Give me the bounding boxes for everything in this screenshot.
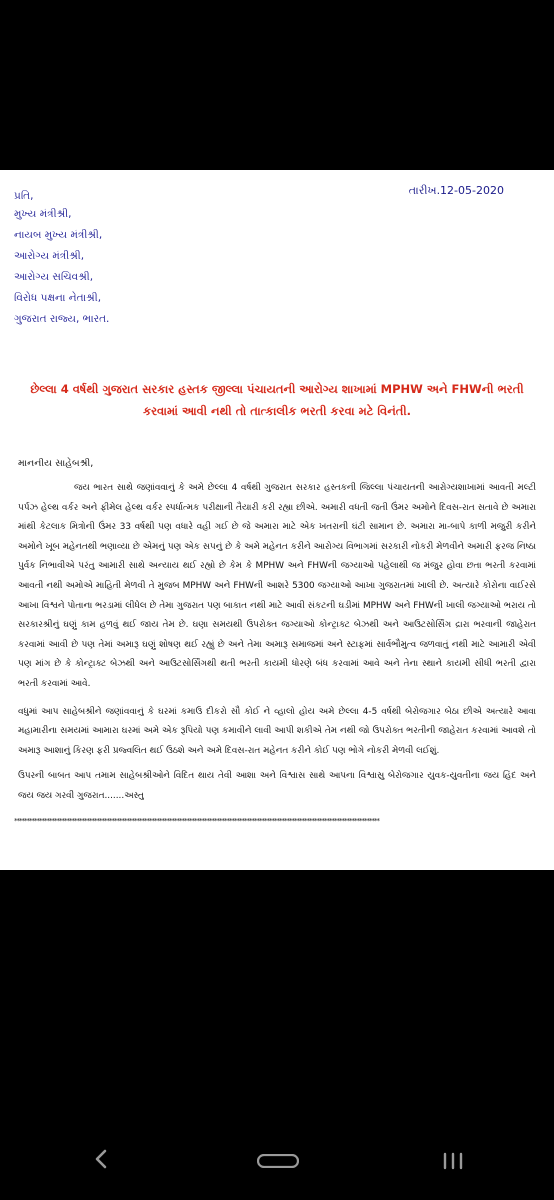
letter-document <box>0 170 554 870</box>
letter-date: તારીખ.12-05-2020 <box>408 184 504 197</box>
letter-header <box>14 184 540 204</box>
addressee-line: વિરોધ પક્ષના નેતાશ્રી, <box>14 292 102 304</box>
letter-subject: છેલ્લા 4 વર્ષથી ગુજરાત સરકાર હસ્તક જીલ્લા પંચાયતની આરોગ્ય શાખામાં MPHW અને FHWની ભરતી કરવામાં આવી નથી તો તાત્કાલીક ભરતી કરવા મટે વિનંતી. <box>30 382 524 418</box>
separator-line: ************************************************************************************************************************************************** <box>14 816 379 825</box>
addressee-line: નાયબ મુખ્ય મંત્રીશ્રી, <box>14 229 103 241</box>
android-nav-bar <box>0 1128 554 1200</box>
salutation: માનનીય સાહેબશ્રી, <box>18 458 94 469</box>
body-paragraph-3: ઉપરની બાબત આપ તમામ સાહેબશ્રીઓને વિદિત થાય તેવી આશા અને વિશ્વાસ સાથે આપના વિશ્વાસુ બેરોજગાર યુવક-યુવતીના જય હિંદ અને જય જય ગરવી ગુજરાત.......અસ્તુ <box>18 771 536 801</box>
addressee-list <box>14 204 540 330</box>
addressee-line: આરોગ્ય મંત્રીશ્રી, <box>14 250 85 262</box>
body-paragraph-2: વધુમાં આપ સાહેબશ્રીને જણાંવવાનું કે ઘરમાં કમાઉ દીકરો સૌ કોઈ ને વ્હાલો હોય અમે છેલ્લા 4-5 વર્ષથી બેરોજગાર બેઠા છીએ અત્યારે આવા મહામારીના સમયમાં આમારા ઘરમાં અમે એક રૂપિયો પણ કમાવીને લાવી આપી શકીએ તેમ નથી જો ઉપરોક્ત ભરતીની જાહેરાત કરવામાં આવશે તો અમારૂ આશાનું કિરણ ફરી પ્રજ્વલિત થઈ ઉઠશે અને અમે દિવસ-રાત મહેનત કરીને કોઈ પણ ભોગે નોકરી મેળવી લઈશું. <box>18 706 536 756</box>
to-label: પ્રતિ, <box>14 190 34 202</box>
body-paragraph-1: જય ભારત સાથે જણાંવવાનું કે અમે છેલ્લા 4 વર્ષથી ગુજરાત સરકાર હસ્તકની જિલ્લા પંચાયતની આરોગ્યશાખામાં આવતી મલ્ટી પર્પઝ હેલ્થ વર્કર અને ફીમેલ હેલ્થ વર્કર સ્પર્ધાત્મક પરીક્ષાની તૈયારી કરી રહ્યા છીએ. અમારી વધતી જતી ઉંમર અમોને દિવસ-રાત સતાવે છે અમારા માંથી કેટલાક મિત્રોની ઉંમર 33 વર્ષથી પણ વધારે વહી ગઈ છે જે અમારા માટે એક ખતરાની ઘંટી સામાન છે. અમારા મા-બાપે કાળી મજુરી કરીને અમોને ખૂબ મહેનતથી ભણાવ્યા છે એમનું પણ એક સપનું છે કે અમે મહેનત કરીને આરોગ્ય વિભાગમાં સરકારી નોકરી મેળવીને અમારી ફરજ નિષ્ઠા પુર્વક નિભાવીએ પરંતુ આમારી સાથે અન્યાય થઈ રહ્યો છે કેમ કે MPHW અને FHWની જગ્યાઓ પહેલાથી જ મંજુર હોવા છતા ભરતી કરવામાં આવતી નથી અમોએ માહિતી મેળવી તે મુજબ MPHW અને FHWની આશરે 5300 જગ્યાઓ આખા ગુજરાતમાં ખાલી છે. અત્યારે કોરોના વાઈરસે આખા વિશ્વને પોતાના ભરડામાં લીધેલ છે તેમા ગુજરાત પણ બાકાત નથી માટે આવી સંકટની ઘડીમાં MPHW અને FHWની ખાલી જગ્યાઓ ભરાય તો સરકારશ્રીનું ઘણું કામ હળવું થઈ જાય તેમ છે. ઘણા સમયથી ઉપરોક્ત જગ્યાઓ કોન્ટ્રાક્ટ બેઝથી અને આઉટસોર્સિંગ દ્રારા ભરવાની જાહેરાત કરવામાં આવી છે પણ તેમાં અમારૂ ઘણું શોષણ થઈ રહ્યું છે અને તેમા અમારૂ સમાજમાં અને સ્ટાફમાં સાર્વભૌમુત્વ જળવાતું નથી માટે આમારી એવી પણ માંગ છે કે કોન્ટ્રાક્ટ બેઝથી અને આઉટસોર્સિંગથી થતી ભરતી કાયમી ધોરણે બંધ કરવામાં આવે અને તેના સ્થાને કાયમી સીધી ભરતી દ્વારા ભરતી કરવામાં આવે. <box>18 483 537 689</box>
addressee-line: ગુજરાત રાજ્ય, ભારત. <box>14 313 110 325</box>
recent-apps-icon[interactable] <box>442 1152 464 1174</box>
addressee-line: મુખ્ય મંત્રીશ્રી, <box>14 208 72 220</box>
chevron-left-icon[interactable] <box>94 1148 108 1174</box>
addressee-line: આરોગ્ય સચિવશ્રી, <box>14 271 94 283</box>
home-pill-icon[interactable] <box>257 1153 299 1172</box>
